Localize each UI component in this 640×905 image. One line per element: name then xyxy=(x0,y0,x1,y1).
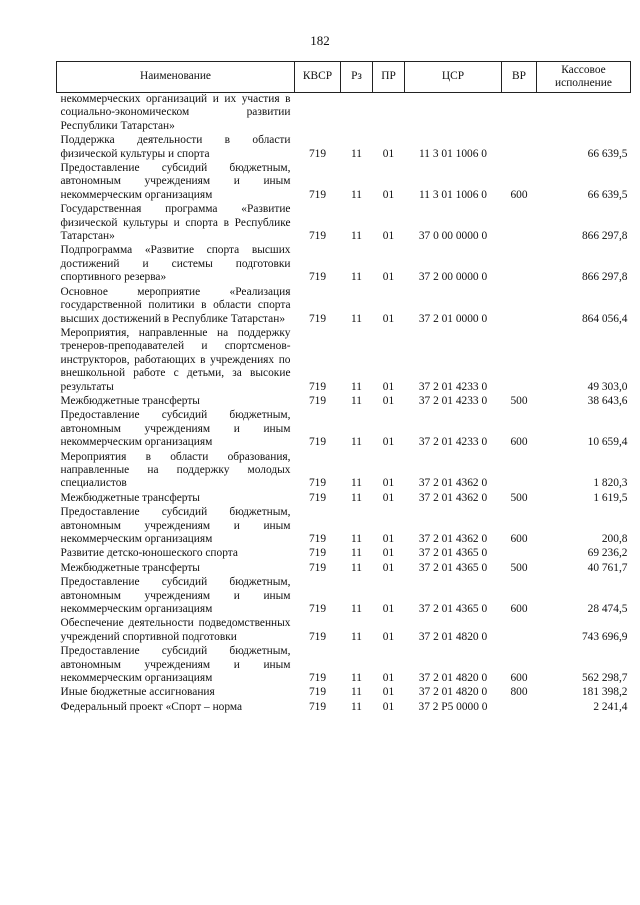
row-csr: 37 2 01 4362 0 xyxy=(418,533,488,545)
row-vr xyxy=(502,617,537,645)
row-kvsr: 719 xyxy=(308,188,327,201)
row-vr xyxy=(502,327,537,395)
row-csr: 37 2 01 4362 0 xyxy=(418,491,488,504)
row-vr: 800 xyxy=(510,686,528,699)
table-header-row xyxy=(57,62,631,93)
row-vr xyxy=(502,244,537,285)
row-amount: 40 761,7 xyxy=(587,561,628,574)
row-name: Предоставление субсидий бюджетным, автономным учреждениям и иным некоммерческим организациям xyxy=(60,409,291,449)
row-amount: 2 241,4 xyxy=(593,700,628,713)
row-name: Предоставление субсидий бюджетным, автономным учреждениям и иным некоммерческим организациям xyxy=(60,576,291,616)
row-pr: 01 xyxy=(382,188,395,201)
row-kvsr: 719 xyxy=(308,271,327,284)
table-row xyxy=(57,562,631,576)
row-pr: 01 xyxy=(382,630,395,643)
row-name: Мероприятия, направленные на поддержку тренеров-преподавателей и спортсменов-инструкторов, работающих в учреждениях по внешкольной работе с детьми, за высокие результаты xyxy=(60,326,291,393)
row-pr: 01 xyxy=(382,672,395,685)
table-row xyxy=(57,506,631,547)
row-pr xyxy=(373,93,405,135)
row-name: Предоставление субсидий бюджетным, автономным учреждениям и иным некоммерческим организациям xyxy=(60,162,291,201)
row-amount: 1 619,5 xyxy=(593,491,628,504)
row-amount: 69 236,2 xyxy=(587,547,628,560)
row-rz: 11 xyxy=(351,312,362,325)
table-row xyxy=(57,409,631,450)
row-kvsr: 719 xyxy=(308,533,327,545)
row-name: Межбюджетные трансферты xyxy=(60,394,200,407)
row-rz: 11 xyxy=(351,547,362,560)
row-pr: 01 xyxy=(382,686,395,699)
header-pr: ПР xyxy=(373,62,405,93)
row-rz: 11 xyxy=(351,147,362,160)
row-rz: 11 xyxy=(351,188,362,201)
header-csr: ЦСР xyxy=(405,62,502,93)
row-rz: 11 xyxy=(351,477,362,490)
row-vr: 600 xyxy=(510,533,528,545)
row-rz: 11 xyxy=(351,700,362,713)
row-amount: 28 474,5 xyxy=(587,603,628,616)
table-row xyxy=(57,203,631,244)
header-kvsr: КВСР xyxy=(295,62,341,93)
row-csr: 11 3 01 1006 0 xyxy=(419,147,487,160)
row-rz: 11 xyxy=(351,394,362,407)
row-name: Мероприятия в области образования, направленные на поддержку молодых специалистов xyxy=(60,450,291,490)
table-body xyxy=(57,93,631,716)
table-row xyxy=(57,327,631,395)
row-rz: 11 xyxy=(351,630,362,643)
row-csr: 37 2 01 4820 0 xyxy=(418,672,488,685)
row-rz: 11 xyxy=(351,271,362,284)
row-name: Государственная программа «Развитие физической культуры и спорта в Республике Татарстан» xyxy=(60,203,291,243)
row-pr: 01 xyxy=(382,491,395,504)
row-vr xyxy=(502,286,537,327)
row-rz: 11 xyxy=(351,380,362,393)
header-amount: Кассовое исполнение xyxy=(537,62,631,93)
row-csr: 37 2 01 4820 0 xyxy=(418,686,488,699)
row-csr: 37 2 01 4365 0 xyxy=(418,561,488,574)
row-pr: 01 xyxy=(382,436,395,449)
header-name: Наименование xyxy=(57,62,295,93)
row-vr: 500 xyxy=(510,394,528,407)
row-kvsr: 719 xyxy=(308,547,327,560)
row-name: Иные бюджетные ассигнования xyxy=(60,686,215,699)
row-pr: 01 xyxy=(382,700,395,713)
row-vr: 600 xyxy=(510,603,528,616)
row-vr xyxy=(502,701,537,715)
row-pr: 01 xyxy=(382,547,395,560)
row-kvsr: 719 xyxy=(308,436,327,449)
row-vr: 600 xyxy=(510,436,528,449)
row-name: Предоставление субсидий бюджетным, автономным учреждениям и иным некоммерческим организациям xyxy=(60,506,291,545)
row-vr xyxy=(502,451,537,492)
table-row xyxy=(57,576,631,617)
row-rz: 11 xyxy=(351,491,362,504)
row-name: Предоставление субсидий бюджетным, автономным учреждениям и иным некоммерческим организациям xyxy=(60,645,291,685)
row-pr: 01 xyxy=(382,271,395,284)
row-kvsr: 719 xyxy=(308,700,327,713)
table-row xyxy=(57,286,631,327)
row-rz: 11 xyxy=(351,603,362,616)
table-row xyxy=(57,395,631,409)
row-amount: 10 659,4 xyxy=(587,436,628,449)
row-name: Федеральный проект «Спорт – норма xyxy=(60,700,243,713)
row-kvsr: 719 xyxy=(308,561,327,574)
row-vr: 600 xyxy=(510,672,528,685)
row-csr: 37 2 01 4365 0 xyxy=(418,603,488,616)
row-pr: 01 xyxy=(382,394,395,407)
row-vr xyxy=(502,134,537,162)
row-rz: 11 xyxy=(351,230,362,243)
row-rz xyxy=(341,93,373,135)
row-kvsr: 719 xyxy=(308,686,327,699)
row-amount: 181 398,2 xyxy=(581,686,628,699)
row-pr: 01 xyxy=(382,561,395,574)
row-name: Обеспечение деятельности подведомственных учреждений спортивной подготовки xyxy=(60,617,291,643)
row-rz: 11 xyxy=(351,561,362,574)
row-name: Основное мероприятие «Реализация государственной политики в области спорта высших достижений в Республике Татарстан» xyxy=(60,285,291,325)
row-kvsr: 719 xyxy=(308,394,327,407)
row-amount: 66 639,5 xyxy=(587,147,628,160)
row-amount: 866 297,8 xyxy=(581,230,628,243)
row-name: Развитие детско-юношеского спорта xyxy=(60,547,238,560)
row-csr: 37 2 01 4365 0 xyxy=(418,547,488,560)
row-vr: 600 xyxy=(510,188,528,201)
row-csr: 37 0 00 0000 0 xyxy=(418,230,488,243)
row-amount: 49 303,0 xyxy=(587,380,628,393)
row-pr: 01 xyxy=(382,147,395,160)
table-row xyxy=(57,492,631,506)
row-csr: 37 2 01 4233 0 xyxy=(418,436,488,449)
row-vr: 500 xyxy=(510,491,528,504)
row-kvsr: 719 xyxy=(308,477,327,490)
row-vr: 500 xyxy=(510,561,528,574)
row-name: Межбюджетные трансферты xyxy=(60,561,200,574)
table-row xyxy=(57,617,631,645)
table-row xyxy=(57,134,631,162)
row-amount: 562 298,7 xyxy=(581,672,628,685)
row-rz: 11 xyxy=(351,672,362,685)
row-kvsr: 719 xyxy=(308,312,327,325)
row-pr: 01 xyxy=(382,533,395,545)
row-kvsr xyxy=(295,93,341,135)
row-vr xyxy=(502,203,537,244)
row-kvsr: 719 xyxy=(308,147,327,160)
table-row xyxy=(57,162,631,203)
row-csr: 37 2 01 0000 0 xyxy=(418,312,488,325)
row-amount: 38 643,6 xyxy=(587,394,628,407)
row-kvsr: 719 xyxy=(308,491,327,504)
row-kvsr: 719 xyxy=(308,630,327,643)
row-name: Межбюджетные трансферты xyxy=(60,491,200,504)
row-csr: 37 2 P5 0000 0 xyxy=(418,700,488,713)
table-row xyxy=(57,547,631,561)
row-amount: 866 297,8 xyxy=(581,271,628,284)
table-row xyxy=(57,645,631,686)
row-name: некоммерческих организаций и их участия в социально-экономическом развитии Республики Татарстан» xyxy=(60,93,291,132)
row-csr: 37 2 01 4362 0 xyxy=(418,477,488,490)
row-amount: 864 056,4 xyxy=(581,312,628,325)
row-csr xyxy=(405,93,502,135)
table-row xyxy=(57,451,631,492)
row-vr xyxy=(502,547,537,561)
row-name: Подпрограмма «Развитие спорта высших достижений и системы подготовки спортивного резерва» xyxy=(60,244,291,284)
row-rz: 11 xyxy=(351,533,362,545)
table-row xyxy=(57,686,631,700)
row-kvsr: 719 xyxy=(308,603,327,616)
row-rz: 11 xyxy=(351,686,362,699)
row-vr xyxy=(502,93,537,135)
header-vr: ВР xyxy=(502,62,537,93)
row-pr: 01 xyxy=(382,380,395,393)
budget-table xyxy=(56,61,631,715)
row-pr: 01 xyxy=(382,603,395,616)
row-name: Поддержка деятельности в области физической культуры и спорта xyxy=(60,134,291,160)
row-pr: 01 xyxy=(382,477,395,490)
row-rz: 11 xyxy=(351,436,362,449)
row-csr: 11 3 01 1006 0 xyxy=(419,188,487,201)
row-csr: 37 2 01 4233 0 xyxy=(418,394,488,407)
row-csr: 37 2 01 4820 0 xyxy=(418,630,488,643)
table-row xyxy=(57,93,631,135)
row-amount: 200,8 xyxy=(601,533,628,545)
row-csr: 37 2 00 0000 0 xyxy=(418,271,488,284)
row-kvsr: 719 xyxy=(308,672,327,685)
table-row xyxy=(57,701,631,715)
header-rz: Рз xyxy=(341,62,373,93)
row-amount: 1 820,3 xyxy=(593,477,628,490)
table-row xyxy=(57,244,631,285)
row-amount xyxy=(537,93,631,135)
row-pr: 01 xyxy=(382,230,395,243)
row-kvsr: 719 xyxy=(308,380,327,393)
page-number: 182 xyxy=(310,33,330,48)
row-kvsr: 719 xyxy=(308,230,327,243)
row-amount: 66 639,5 xyxy=(587,188,628,201)
row-pr: 01 xyxy=(382,312,395,325)
row-csr: 37 2 01 4233 0 xyxy=(418,380,488,393)
row-amount: 743 696,9 xyxy=(581,630,628,643)
